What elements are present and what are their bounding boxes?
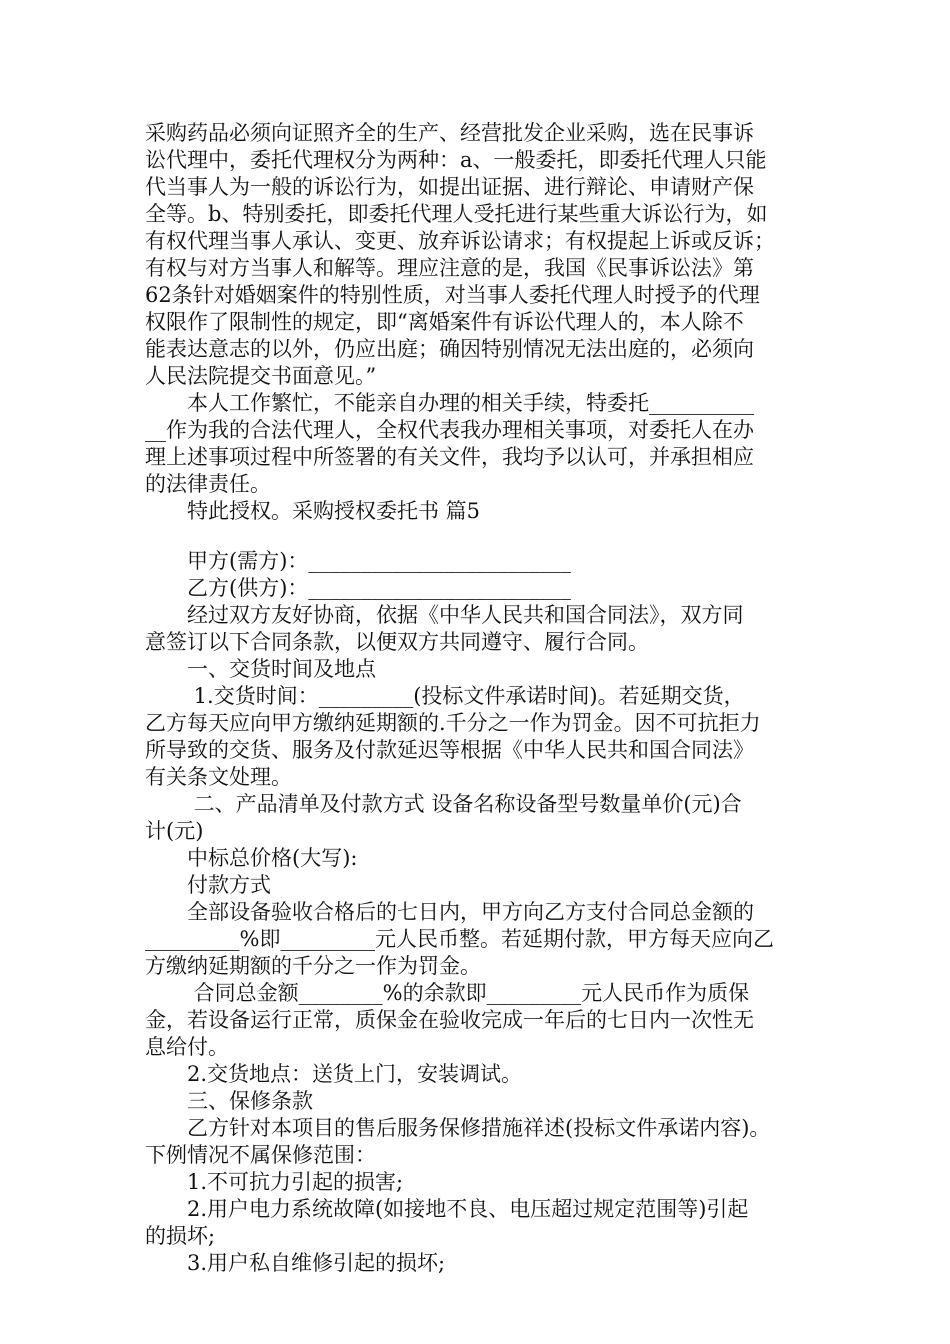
text-line: 讼代理中，委托代理权分为两种：a、一般委托，即委托代理人只能 (145, 148, 767, 172)
text-line: 权限作了限制性的规定，即“离婚案件有诉讼代理人的，本人除不 (145, 310, 744, 334)
text-line: 代当事人为一般的诉讼行为，如提出证据、进行辩论、申请财产保 (145, 175, 754, 199)
text-line: 全等。b、特别委托，即委托代理人受托进行某些重大诉讼行为，如 (145, 202, 768, 226)
text-line: 有权与对方当事人和解等。理应注意的是，我国《民事诉讼法》第 (145, 256, 754, 280)
text-line: 全部设备验收合格后的七日内，甲方向乙方支付合同总金额的 (145, 900, 754, 924)
text-line: _________%即_________元人民币整。若延期付款，甲方每天应向乙 (145, 927, 774, 951)
party-b-line: 乙方(供方)：_________________________ (145, 576, 571, 600)
text-line: 有关条文处理。 (145, 765, 292, 789)
clause-heading: 二、产品清单及付款方式 设备名称设备型号数量单价(元)合 (145, 792, 742, 816)
text-line: 62条针对婚姻案件的特别性质，对当事人委托代理人时授予的代理 (145, 283, 760, 307)
list-item: 2.用户电力系统故障(如接地不良、电压超过规定范围等)引起 (145, 1197, 749, 1221)
text-line: 金，若设备运行正常，质保金在验收完成一年后的七日内一次性无 (145, 1008, 754, 1032)
text-line: 息给付。 (145, 1035, 229, 1059)
text-line: 中标总价格(大写): (145, 846, 358, 870)
text-line: 计(元) (145, 819, 204, 843)
text-line: 经过双方友好协商，依据《中华人民共和国合同法》，双方同 (145, 603, 744, 627)
text-line: __作为我的合法代理人，全权代表我办理相关事项，对委托人在办 (145, 418, 754, 442)
clause-heading: 三、保修条款 (145, 1089, 313, 1113)
list-item: 1.不可抗力引起的损害; (145, 1170, 404, 1194)
text-line: 的损坏; (145, 1224, 216, 1248)
list-item: 3.用户私自维修引起的损坏; (145, 1251, 446, 1275)
text-line: 1.交货时间：_________(投标文件承诺时间)。若延期交货， (145, 684, 745, 708)
text-line: 有权代理当事人承认、变更、放弃诉讼请求；有权提起上诉或反诉； (145, 229, 775, 253)
text-line: 方缴纳延期额的千分之一作为罚金。 (145, 954, 481, 978)
text-line: 理上述事项过程中所签署的有关文件，我均予以认可，并承担相应 (145, 445, 754, 469)
text-line: 所导致的交货、服务及付款延迟等根据《中华人民共和国合同法》 (145, 738, 754, 762)
text-line: 2.交货地点：送货上门，安装调试。 (145, 1062, 523, 1086)
clause-heading: 一、交货时间及地点 (145, 657, 376, 681)
text-line: 意签订以下合同条款，以便双方共同遵守、履行合同。 (145, 630, 649, 654)
text-line: 采购药品必须向证照齐全的生产、经营批发企业采购，选在民事诉 (145, 121, 754, 145)
text-line: 下例情况不属保修范围： (145, 1143, 376, 1167)
text-line: 能表达意志的以外，仍应出庭；确因特别情况无法出庭的，必须向 (145, 337, 754, 361)
text-line: 人民法院提交书面意见。” (145, 364, 377, 388)
text-line: 乙方针对本项目的售后服务保修措施祥述(投标文件承诺内容)。 (145, 1116, 771, 1140)
section-heading: 特此授权。采购授权委托书 篇5 (145, 499, 481, 523)
text-line: 合同总金额________%的余款即_________元人民币作为质保 (145, 981, 750, 1005)
text-line: 乙方每天应向甲方缴纳延期额的.千分之一作为罚金。因不可抗拒力 (145, 711, 761, 735)
party-a-line: 甲方(需方)：_________________________ (145, 549, 571, 573)
text-line: 付款方式 (145, 873, 271, 897)
text-line: 本人工作繁忙，不能亲自办理的相关手续，特委托__________ (145, 391, 754, 415)
text-line: 的法律责任。 (145, 472, 271, 496)
